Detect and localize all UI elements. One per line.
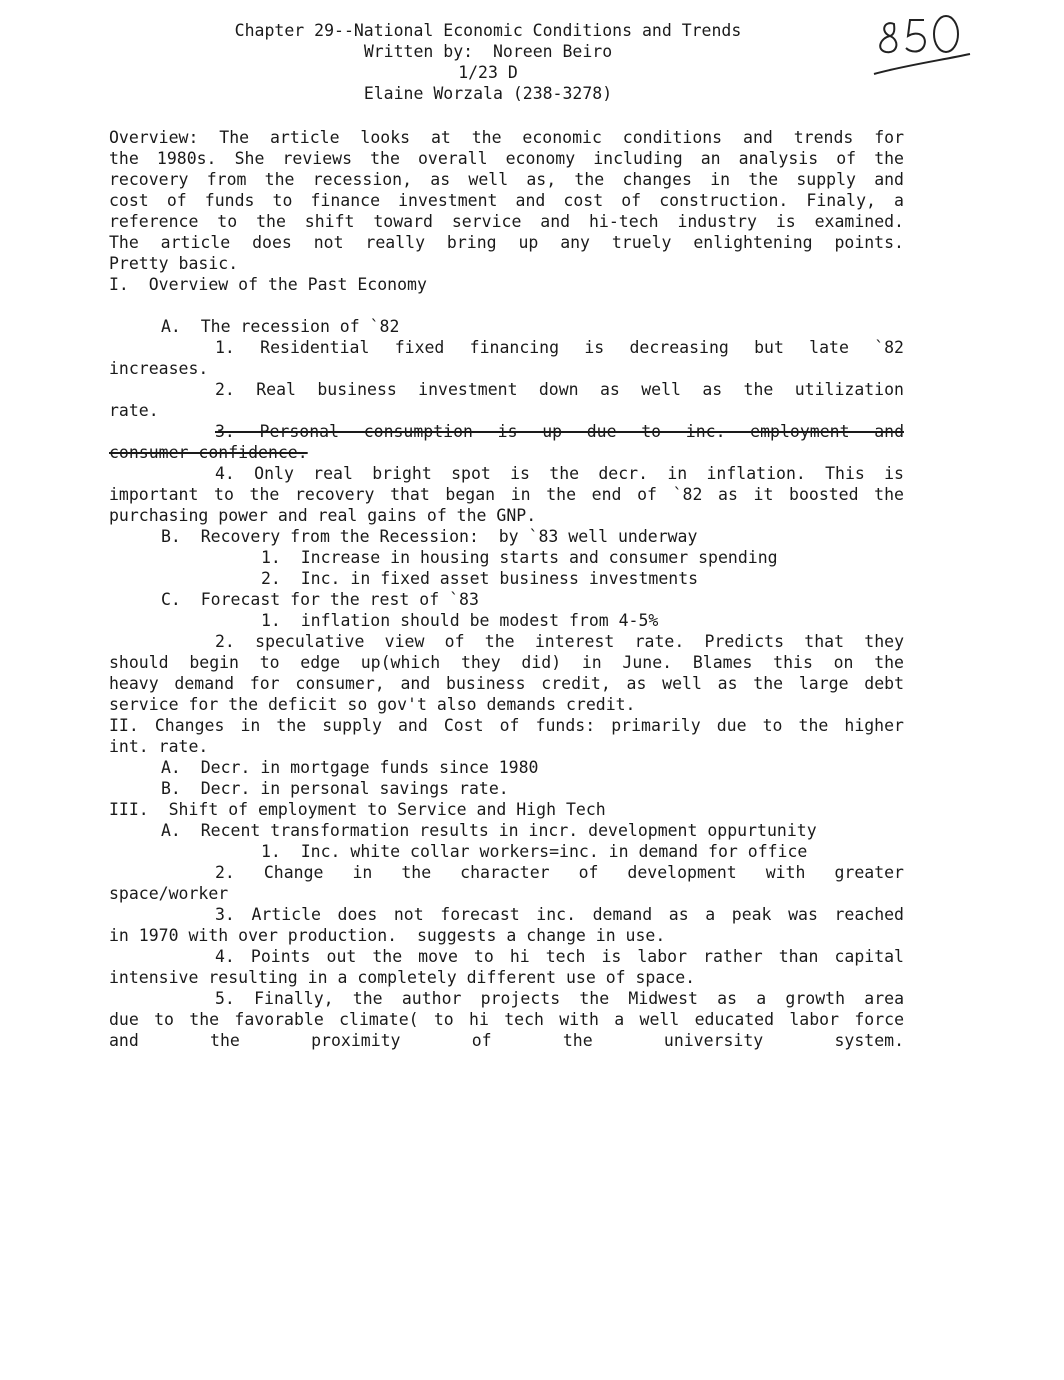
list-item: 5. Finally, the author projects the Midwest as a growth area [215,989,904,1008]
date-code: 1/23 D [458,63,518,82]
struck-list-item: 3. Personal consumption is up due to inc. employment and [215,422,904,441]
list-item-continuation: and the proximity of the university system. [109,1031,904,1050]
subsection-heading: B. Recovery from the Recession: by `83 well underway [161,527,698,546]
list-item: 2. Real business investment down as well as the utilization [215,380,904,399]
subsection-heading: A. The recession of `82 [161,317,400,336]
subsection-heading: B. Decr. in personal savings rate. [161,779,509,798]
list-item: 1. inflation should be modest from 4-5% [261,611,659,630]
handwritten-number-annotation [872,10,972,80]
list-item: 3. Article does not forecast inc. demand as a peak was reached [215,905,904,924]
subsection-heading: A. Recent transformation results in incr. development oppurtunity [161,821,817,840]
overview-line: Overview: The article looks at the economic conditions and trends for [109,128,904,147]
subsection-heading: C. Forecast for the rest of `83 [161,590,479,609]
overview-line: The article does not really bring up any truely enlightening points. [109,233,904,252]
section-heading: I. Overview of the Past Economy [109,275,427,294]
overview-line: Pretty basic. [109,254,239,273]
list-item-continuation: purchasing power and real gains of the GNP. [109,506,537,525]
section-heading: II. Changes in the supply and Cost of funds: primarily due to the higher [109,716,904,735]
list-item-continuation: important to the recovery that began in the end of `82 as it boosted the [109,485,904,504]
overview-line: reference to the shift toward service and hi-tech industry is examined. [109,212,904,231]
chapter-title: Chapter 29--National Economic Conditions and Trends [234,21,742,40]
list-item-continuation: increases. [109,359,209,378]
list-item-continuation: space/worker [109,884,229,903]
overview-line: cost of funds to finance investment and cost of construction. Finaly, a [109,191,904,210]
list-item-continuation: rate. [109,401,159,420]
list-item-continuation: intensive resulting in a completely different use of space. [109,968,696,987]
document-header [0,20,976,104]
author-line: Written by: Noreen Beiro [363,42,613,61]
list-item: 2. speculative view of the interest rate. Predicts that they [215,632,904,651]
list-item: 4. Points out the move to hi tech is labor rather than capital [215,947,904,966]
document-body [109,127,904,1051]
list-item: 1. Residential fixed financing is decreasing but late `82 [215,338,904,357]
list-item-continuation: heavy demand for consumer, and business credit, as well as the large debt [109,674,904,693]
list-item: 1. Increase in housing starts and consumer spending [261,548,778,567]
overview-line: recovery from the recession, as well as, the changes in the supply and [109,170,904,189]
list-item: 4. Only real bright spot is the decr. in inflation. This is [215,464,904,483]
subsection-heading: A. Decr. in mortgage funds since 1980 [161,758,539,777]
list-item: 2. Inc. in fixed asset business investments [261,569,699,588]
list-item: 1. Inc. white collar workers=inc. in demand for office [261,842,808,861]
list-item-continuation: due to the favorable climate( to hi tech with a well educated labor force [109,1010,904,1029]
list-item: 2. Change in the character of development with greater [215,863,904,882]
section-heading: III. Shift of employment to Service and High Tech [109,800,606,819]
list-item-continuation: in 1970 with over production. suggests a change in use. [109,926,666,945]
section-heading-continuation: int. rate. [109,737,209,756]
contact-line: Elaine Worzala (238-3278) [363,84,613,103]
list-item-continuation: should begin to edge up(which they did) in June. Blames this on the [109,653,904,672]
overview-line: the 1980s. She reviews the overall economy including an analysis of the [109,149,904,168]
list-item-continuation: service for the deficit so gov't also demands credit. [109,695,636,714]
struck-list-item-continuation: consumer confidence. [109,443,308,462]
